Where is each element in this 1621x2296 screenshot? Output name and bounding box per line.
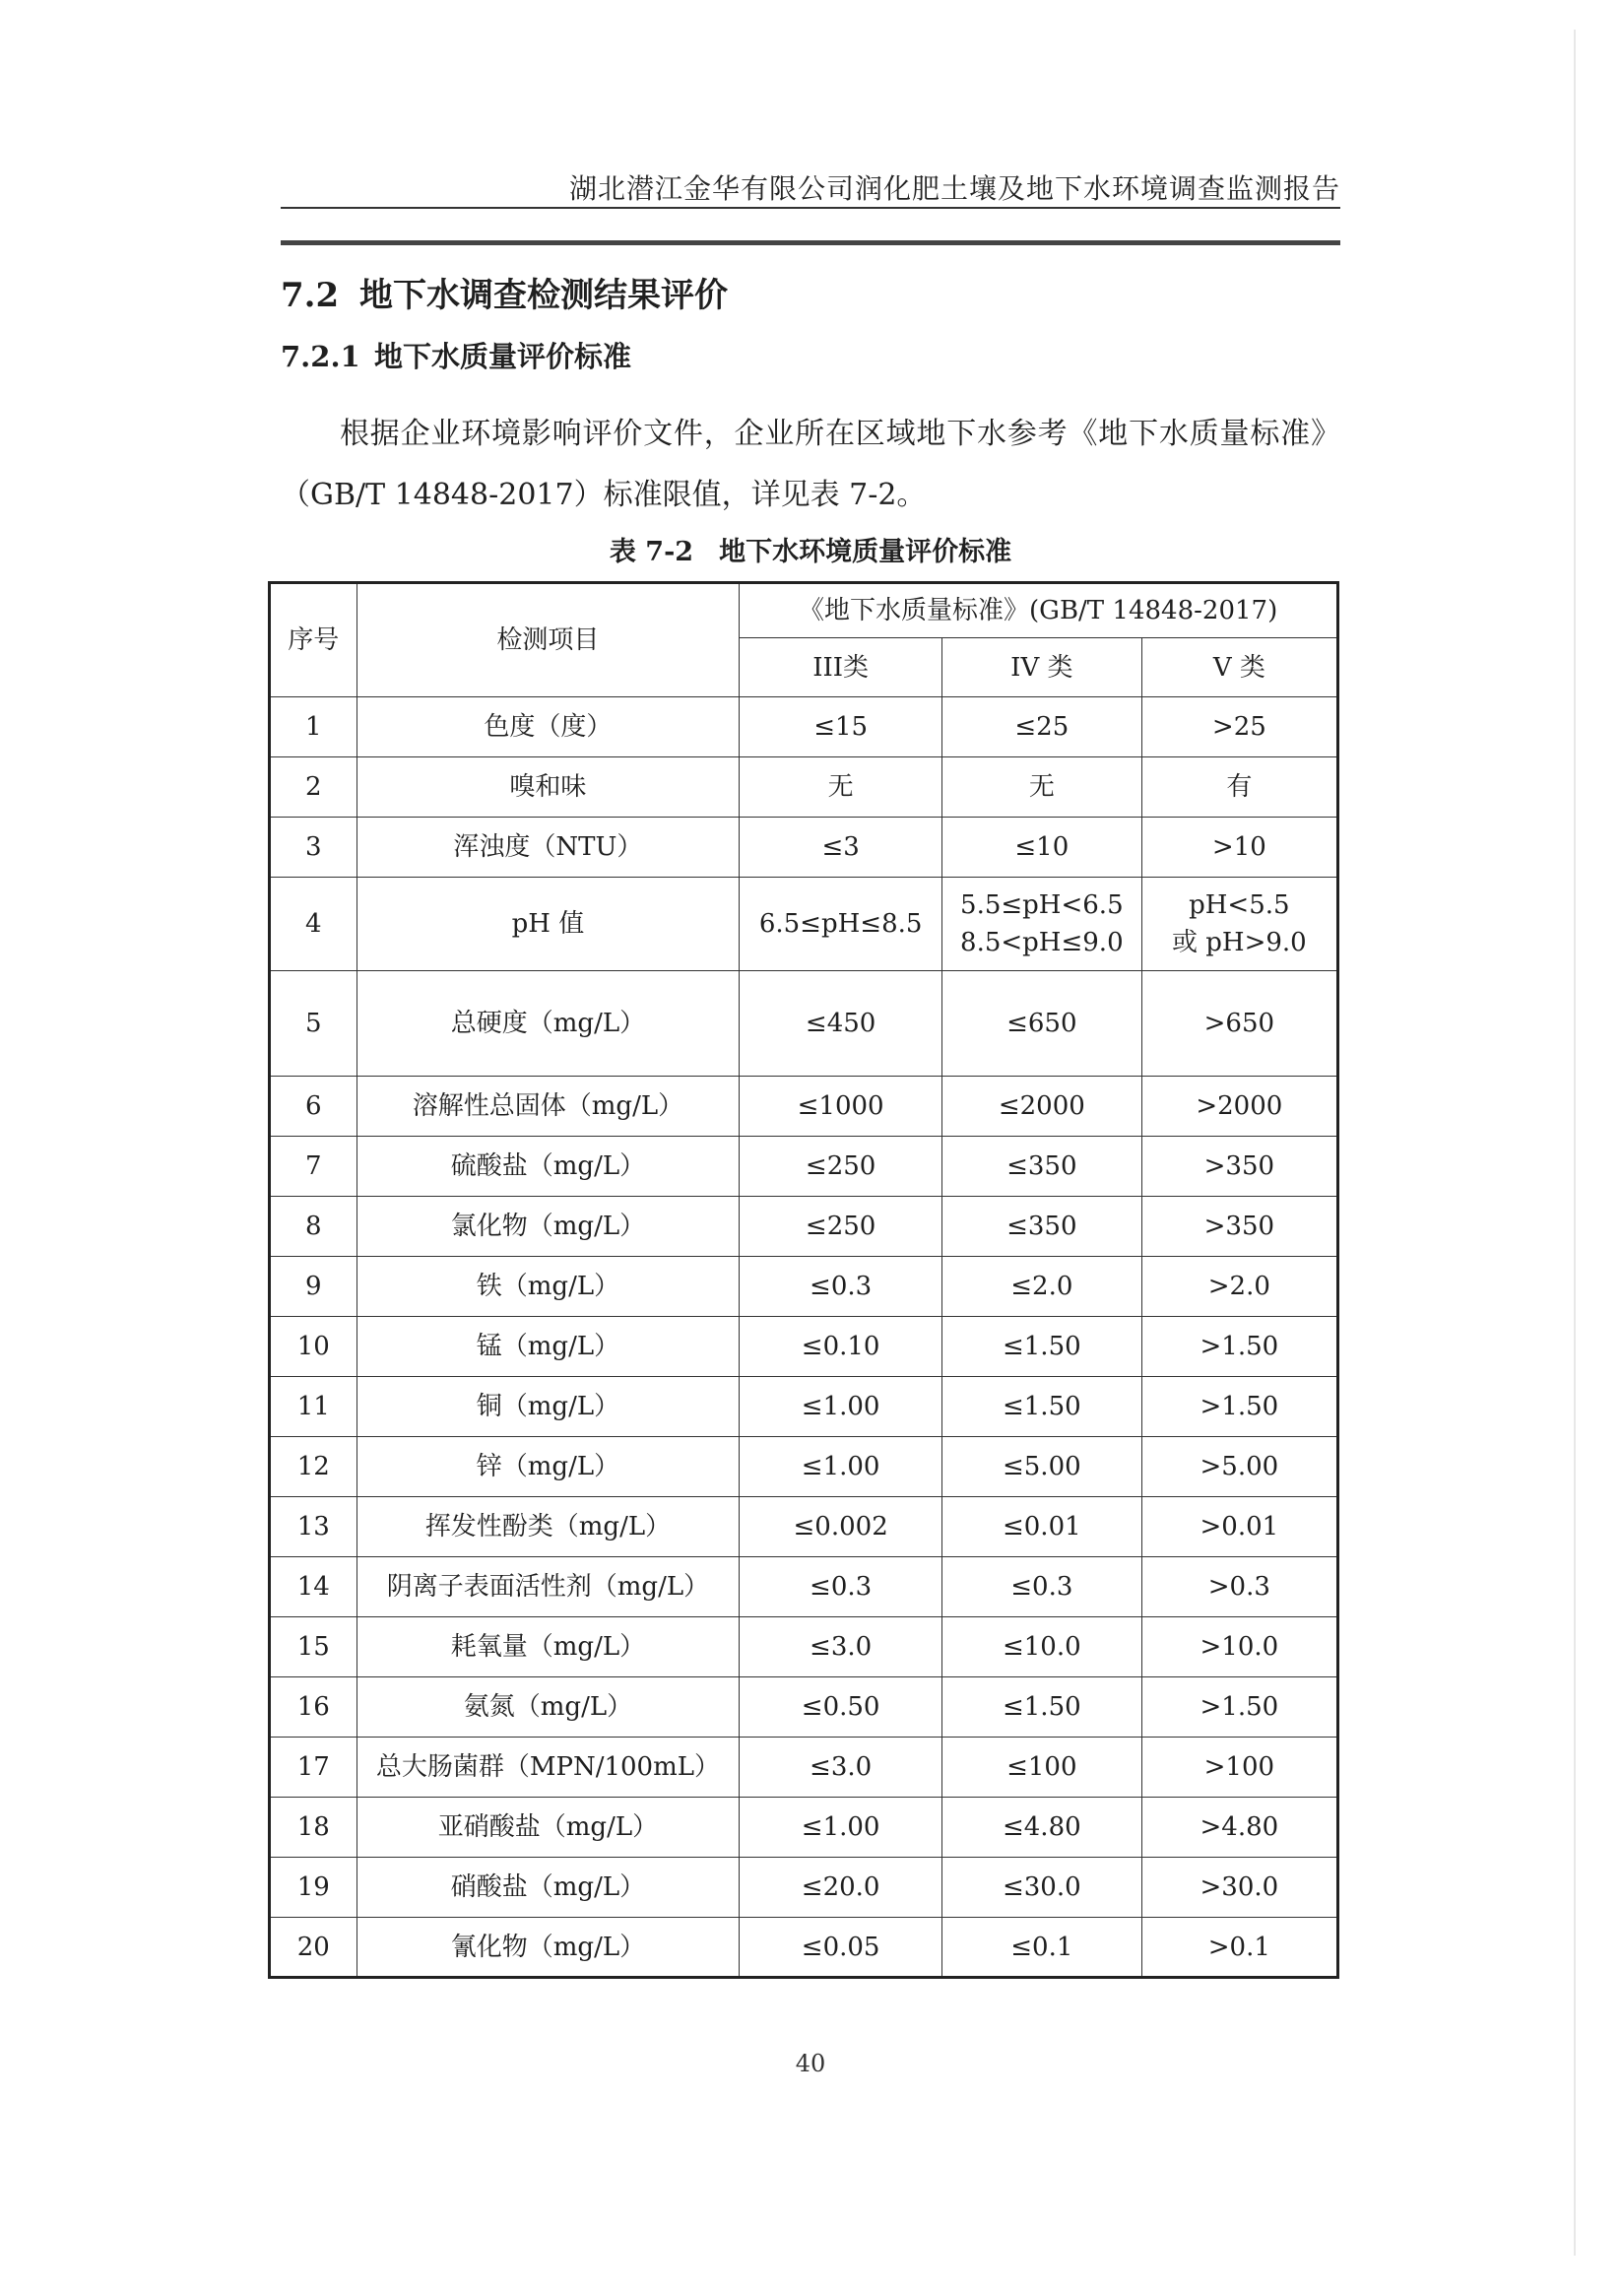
cell-class-5: >25 — [1141, 697, 1337, 757]
table-row — [270, 697, 1338, 757]
cell-class-4: ≤100 — [941, 1738, 1141, 1798]
cell-class-5: >350 — [1141, 1137, 1337, 1197]
cell-item: 挥发性酚类（mg/L） — [357, 1497, 740, 1557]
cell-class-5: >4.80 — [1141, 1798, 1337, 1858]
table-row — [270, 1677, 1338, 1738]
cell-item: 总硬度（mg/L） — [357, 971, 740, 1077]
cell-class-5: >5.00 — [1141, 1437, 1337, 1497]
cell-class-5: 有 — [1141, 757, 1337, 818]
cell-seq: 20 — [270, 1918, 357, 1978]
cell-item: 亚硝酸盐（mg/L） — [357, 1798, 740, 1858]
cell-class-3: ≤1.00 — [740, 1798, 942, 1858]
cell-class-5: >2000 — [1141, 1077, 1337, 1137]
header-seq: 序号 — [270, 583, 357, 697]
table-row — [270, 878, 1338, 971]
cell-class-3: ≤0.05 — [740, 1918, 942, 1978]
cell-class-4: ≤2.0 — [941, 1257, 1141, 1317]
cell-class-4: ≤1.50 — [941, 1677, 1141, 1738]
subsection-number: 7.2.1 — [281, 340, 360, 373]
header-rule-thick — [281, 240, 1340, 245]
cell-class-5: >0.3 — [1141, 1557, 1337, 1617]
cell-class-3: ≤1.00 — [740, 1437, 942, 1497]
table-row — [270, 1077, 1338, 1137]
header-standard: 《地下水质量标准》(GB/T 14848-2017) — [740, 583, 1338, 638]
cell-class-3: ≤3.0 — [740, 1617, 942, 1677]
cell-class-5: >0.01 — [1141, 1497, 1337, 1557]
table-caption — [0, 530, 1621, 568]
cell-item: 铜（mg/L） — [357, 1377, 740, 1437]
table-header-row — [270, 583, 1338, 638]
cell-class-4: ≤0.1 — [941, 1918, 1141, 1978]
cell-class-5: >350 — [1141, 1197, 1337, 1257]
cell-class-4: ≤650 — [941, 971, 1141, 1077]
cell-class-5: >1.50 — [1141, 1377, 1337, 1437]
cell-seq: 14 — [270, 1557, 357, 1617]
cell-item: 锰（mg/L） — [357, 1317, 740, 1377]
cell-seq: 13 — [270, 1497, 357, 1557]
cell-class-5: >2.0 — [1141, 1257, 1337, 1317]
cell-class-3: ≤0.3 — [740, 1257, 942, 1317]
subsection-title: 地下水质量评价标准 — [374, 340, 632, 373]
cell-class-3: ≤0.10 — [740, 1317, 942, 1377]
table-row — [270, 818, 1338, 878]
cell-class-4: 无 — [941, 757, 1141, 818]
cell-item: 嗅和味 — [357, 757, 740, 818]
table-row — [270, 1918, 1338, 1978]
subsection-heading — [281, 335, 631, 375]
cell-line-1: pH<5.5 — [1189, 890, 1290, 920]
cell-class-3: ≤3 — [740, 818, 942, 878]
cell-class-4: ≤30.0 — [941, 1858, 1141, 1918]
table-row — [270, 1617, 1338, 1677]
table-row — [270, 1437, 1338, 1497]
table-row — [270, 1317, 1338, 1377]
header-class-4: IV 类 — [941, 638, 1141, 697]
report-header-title: 湖北潜江金华有限公司润化肥土壤及地下水环境调查监测报告 — [568, 172, 1340, 205]
table-row — [270, 1137, 1338, 1197]
table-row — [270, 1738, 1338, 1798]
cell-class-5: >650 — [1141, 971, 1337, 1077]
header-rule — [281, 207, 1340, 209]
table-row — [270, 1257, 1338, 1317]
cell-item: 耗氧量（mg/L） — [357, 1617, 740, 1677]
table-row — [270, 1557, 1338, 1617]
cell-class-5: >1.50 — [1141, 1317, 1337, 1377]
cell-class-4: ≤5.00 — [941, 1437, 1141, 1497]
cell-class-5: >100 — [1141, 1738, 1337, 1798]
cell-seq: 4 — [270, 878, 357, 971]
cell-seq: 7 — [270, 1137, 357, 1197]
cell-class-5: >0.1 — [1141, 1918, 1337, 1978]
cell-seq: 11 — [270, 1377, 357, 1437]
table-row — [270, 757, 1338, 818]
page-number: 40 — [795, 2050, 826, 2077]
cell-line-2: 或 pH>9.0 — [1171, 928, 1307, 957]
cell-item: 硝酸盐（mg/L） — [357, 1858, 740, 1918]
cell-class-4: ≤1.50 — [941, 1317, 1141, 1377]
cell-class-4: ≤2000 — [941, 1077, 1141, 1137]
section-title: 地下水调查检测结果评价 — [359, 276, 728, 315]
cell-seq: 5 — [270, 971, 357, 1077]
cell-class-3: ≤0.50 — [740, 1677, 942, 1738]
cell-class-3: ≤250 — [740, 1137, 942, 1197]
cell-class-4: ≤0.3 — [941, 1557, 1141, 1617]
cell-seq: 6 — [270, 1077, 357, 1137]
cell-class-4: ≤10.0 — [941, 1617, 1141, 1677]
table-row — [270, 971, 1338, 1077]
cell-item: 色度（度） — [357, 697, 740, 757]
groundwater-standard-table — [268, 581, 1339, 1979]
section-number: 7.2 — [281, 276, 340, 315]
cell-item: 溶解性总固体（mg/L） — [357, 1077, 740, 1137]
cell-item: 锌（mg/L） — [357, 1437, 740, 1497]
cell-class-4 — [941, 878, 1141, 971]
cell-class-3: ≤450 — [740, 971, 942, 1077]
cell-item: 氰化物（mg/L） — [357, 1918, 740, 1978]
cell-class-3: 无 — [740, 757, 942, 818]
table-row — [270, 1377, 1338, 1437]
cell-line-2: 8.5<pH≤9.0 — [960, 928, 1124, 957]
cell-class-4: ≤350 — [941, 1197, 1141, 1257]
cell-item: 氨氮（mg/L） — [357, 1677, 740, 1738]
table-caption-title: 地下水环境质量评价标准 — [719, 537, 1012, 567]
cell-seq: 15 — [270, 1617, 357, 1677]
cell-class-4: ≤25 — [941, 697, 1141, 757]
cell-class-5: >30.0 — [1141, 1858, 1337, 1918]
table-row — [270, 1197, 1338, 1257]
table-row — [270, 1798, 1338, 1858]
table-row — [270, 1497, 1338, 1557]
cell-seq: 16 — [270, 1677, 357, 1738]
cell-class-5 — [1141, 878, 1337, 971]
cell-class-5: >10.0 — [1141, 1617, 1337, 1677]
cell-item: pH 值 — [357, 878, 740, 971]
cell-seq: 2 — [270, 757, 357, 818]
cell-class-3: ≤1.00 — [740, 1377, 942, 1437]
cell-class-4: ≤350 — [941, 1137, 1141, 1197]
cell-seq: 1 — [270, 697, 357, 757]
cell-class-3: ≤20.0 — [740, 1858, 942, 1918]
cell-item: 硫酸盐（mg/L） — [357, 1137, 740, 1197]
table-row — [270, 1858, 1338, 1918]
cell-class-3: ≤15 — [740, 697, 942, 757]
table-caption-number: 表 7-2 — [609, 537, 694, 567]
body-paragraph: 根据企业环境影响评价文件，企业所在区域地下水参考《地下水质量标准》（GB/T 14848-2017）标准限值，详见表 7-2。 — [281, 417, 1340, 512]
cell-item: 阴离子表面活性剂（mg/L） — [357, 1557, 740, 1617]
cell-seq: 18 — [270, 1798, 357, 1858]
cell-seq: 3 — [270, 818, 357, 878]
cell-class-5: >10 — [1141, 818, 1337, 878]
cell-seq: 12 — [270, 1437, 357, 1497]
cell-seq: 8 — [270, 1197, 357, 1257]
cell-class-3: ≤3.0 — [740, 1738, 942, 1798]
cell-class-4: ≤10 — [941, 818, 1141, 878]
cell-seq: 17 — [270, 1738, 357, 1798]
cell-class-5: >1.50 — [1141, 1677, 1337, 1738]
cell-class-3: ≤250 — [740, 1197, 942, 1257]
cell-seq: 10 — [270, 1317, 357, 1377]
cell-item: 铁（mg/L） — [357, 1257, 740, 1317]
header-item: 检测项目 — [357, 583, 740, 697]
cell-class-3: ≤0.002 — [740, 1497, 942, 1557]
cell-class-3: ≤1000 — [740, 1077, 942, 1137]
cell-class-4: ≤4.80 — [941, 1798, 1141, 1858]
header-class-5: V 类 — [1141, 638, 1337, 697]
cell-item: 氯化物（mg/L） — [357, 1197, 740, 1257]
header-class-3: III类 — [740, 638, 942, 697]
cell-class-3: ≤0.3 — [740, 1557, 942, 1617]
scan-edge-line — [1574, 30, 1576, 2256]
cell-class-4: ≤0.01 — [941, 1497, 1141, 1557]
cell-seq: 9 — [270, 1257, 357, 1317]
cell-class-4: ≤1.50 — [941, 1377, 1141, 1437]
cell-class-3: 6.5≤pH≤8.5 — [740, 878, 942, 971]
cell-item: 浑浊度（NTU） — [357, 818, 740, 878]
section-heading — [281, 268, 728, 316]
cell-seq: 19 — [270, 1858, 357, 1918]
cell-line-1: 5.5≤pH<6.5 — [960, 890, 1124, 920]
cell-item: 总大肠菌群（MPN/100mL） — [357, 1738, 740, 1798]
